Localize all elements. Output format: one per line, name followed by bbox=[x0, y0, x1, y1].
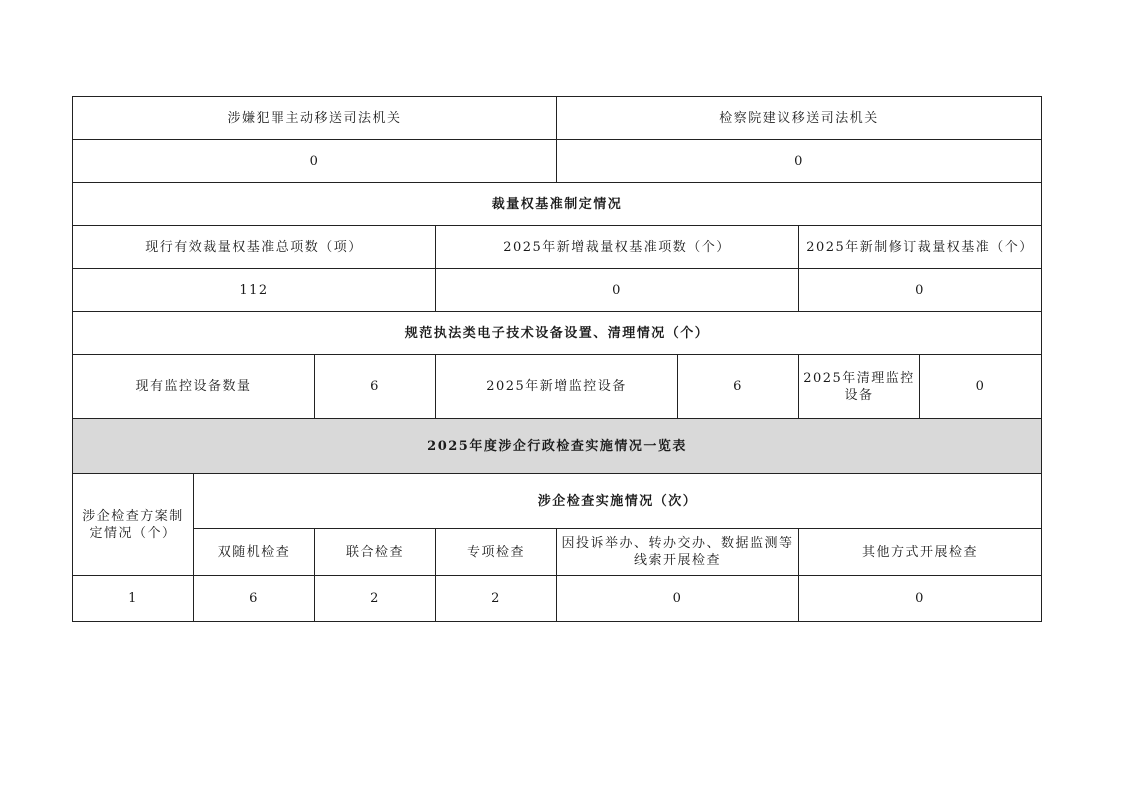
transfer-value-procuratorate: 0 bbox=[557, 140, 1042, 183]
report-table bbox=[72, 96, 1042, 622]
devices-title-row bbox=[73, 312, 1042, 355]
inspection-plan-value: 1 bbox=[73, 576, 194, 622]
discretion-header-total: 现行有效裁量权基准总项数（项） bbox=[73, 226, 436, 269]
inspection-header-row bbox=[73, 474, 1042, 529]
discretion-value-row bbox=[73, 269, 1042, 312]
inspection-value-random: 6 bbox=[194, 576, 315, 622]
inspection-col-clue: 因投诉举办、转办交办、数据监测等线索开展检查 bbox=[557, 529, 799, 576]
discretion-header-row bbox=[73, 226, 1042, 269]
devices-existing-label: 现有监控设备数量 bbox=[73, 355, 315, 419]
transfer-value-row bbox=[73, 140, 1042, 183]
discretion-value-revised: 0 bbox=[799, 269, 1042, 312]
inspection-values-row bbox=[73, 576, 1042, 622]
devices-cleared-value: 0 bbox=[920, 355, 1042, 419]
discretion-value-new: 0 bbox=[436, 269, 799, 312]
inspection-col-special: 专项检查 bbox=[436, 529, 557, 576]
inspection-col-joint: 联合检查 bbox=[315, 529, 436, 576]
discretion-value-total: 112 bbox=[73, 269, 436, 312]
inspection-col-other: 其他方式开展检查 bbox=[799, 529, 1042, 576]
discretion-header-revised: 2025年新制修订裁量权基准（个） bbox=[799, 226, 1042, 269]
devices-row bbox=[73, 355, 1042, 419]
devices-cleared-label: 2025年清理监控设备 bbox=[799, 355, 920, 419]
devices-title: 规范执法类电子技术设备设置、清理情况（个） bbox=[73, 312, 1042, 355]
discretion-title-row bbox=[73, 183, 1042, 226]
inspection-impl-label: 涉企检查实施情况（次） bbox=[194, 474, 1042, 529]
transfer-header-row bbox=[73, 97, 1042, 140]
devices-new-label: 2025年新增监控设备 bbox=[436, 355, 678, 419]
devices-new-value: 6 bbox=[678, 355, 799, 419]
devices-existing-value: 6 bbox=[315, 355, 436, 419]
transfer-header-active: 涉嫌犯罪主动移送司法机关 bbox=[73, 97, 557, 140]
discretion-title: 裁量权基准制定情况 bbox=[73, 183, 1042, 226]
inspection-value-joint: 2 bbox=[315, 576, 436, 622]
transfer-header-procuratorate: 检察院建议移送司法机关 bbox=[557, 97, 1042, 140]
discretion-header-new: 2025年新增裁量权基准项数（个） bbox=[436, 226, 799, 269]
transfer-value-active: 0 bbox=[73, 140, 557, 183]
inspection-title: 2025年度涉企行政检查实施情况一览表 bbox=[73, 419, 1042, 474]
inspection-columns-row bbox=[73, 529, 1042, 576]
inspection-value-clue: 0 bbox=[557, 576, 799, 622]
inspection-value-other: 0 bbox=[799, 576, 1042, 622]
inspection-plan-label: 涉企检查方案制定情况（个） bbox=[73, 474, 194, 576]
inspection-col-random: 双随机检查 bbox=[194, 529, 315, 576]
inspection-title-row bbox=[73, 419, 1042, 474]
inspection-value-special: 2 bbox=[436, 576, 557, 622]
